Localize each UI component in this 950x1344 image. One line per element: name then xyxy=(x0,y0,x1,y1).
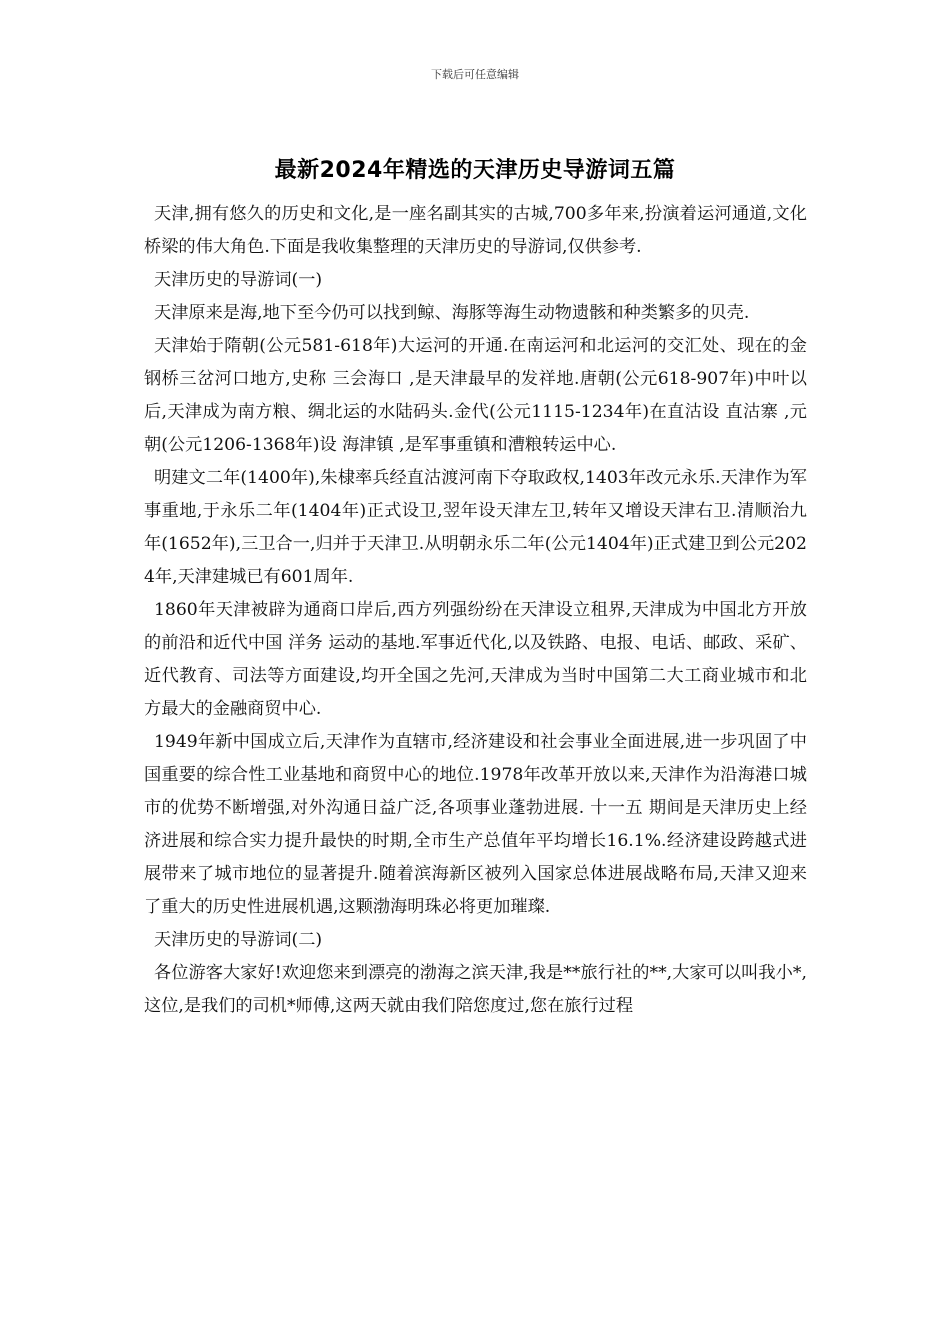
body-paragraph: 1860年天津被辟为通商口岸后,西方列强纷纷在天津设立租界,天津成为中国北方开放的前沿和近代中国 洋务 运动的基地.军事近代化,以及铁路、电报、电话、邮政、采矿、近代教育、司法等方面建设,均开全国之先河,天津成为当时中国第二大工商业城市和北方最大的金融商贸中心. xyxy=(144,600,807,719)
body-paragraph: 1949年新中国成立后,天津作为直辖市,经济建设和社会事业全面进展,进一步巩固了中国重要的综合性工业基地和商贸中心的地位.1978年改革开放以来,天津作为沿海港口城市的优势不断增强,对外沟通日益广泛,各项事业蓬勃进展. 十一五 期间是天津历史上经济进展和综合实力提升最快的时期,全市生产总值年平均增长16.1%.经济建设跨越式进展带来了城市地位的显著提升.随着滨海新区被列入国家总体进展战略布局,天津又迎来了重大的历史性进展机遇,这颗渤海明珠必将更加璀璨. xyxy=(144,732,807,917)
body-paragraph: 明建文二年(1400年),朱棣率兵经直沽渡河南下夺取政权,1403年改元永乐.天津作为军事重地,于永乐二年(1404年)正式设卫,翌年设天津左卫,转年又增设天津右卫.清顺治九年(1652年),三卫合一,归并于天津卫.从明朝永乐二年(公元1404年)正式建卫到公元2024年,天津建城已有601周年. xyxy=(144,468,807,587)
intro-paragraph: 天津,拥有悠久的历史和文化,是一座名副其实的古城,700多年来,扮演着运河通道,文化桥梁的伟大角色.下面是我收集整理的天津历史的导游词,仅供参考. xyxy=(144,204,807,257)
section-heading-1: 天津历史的导游词(一) xyxy=(154,270,323,290)
body-paragraph: 各位游客大家好!欢迎您来到漂亮的渤海之滨天津,我是**旅行社的**,大家可以叫我小*,这位,是我们的司机*师傅,这两天就由我们陪您度过,您在旅行过程 xyxy=(144,963,807,1016)
body-paragraph: 天津始于隋朝(公元581-618年)大运河的开通.在南运河和北运河的交汇处、现在的金钢桥三岔河口地方,史称 三会海口 ,是天津最早的发祥地.唐朝(公元618-907年)中叶以后,天津成为南方粮、绸北运的水陆码头.金代(公元1115-1234年)在直沽设 直沽寨 ,元朝(公元1206-1368年)设 海津镇 ,是军事重镇和漕粮转运中心. xyxy=(144,336,807,455)
body-paragraph: 天津原来是海,地下至今仍可以找到鲸、海豚等海生动物遗骸和种类繁多的贝壳. xyxy=(154,303,750,323)
section-heading-2: 天津历史的导游词(二) xyxy=(154,930,323,950)
page-header-note: 下载后可任意编辑 xyxy=(431,68,519,81)
document-title: 最新2024年精选的天津历史导游词五篇 xyxy=(274,158,676,183)
document-body xyxy=(144,198,807,1023)
